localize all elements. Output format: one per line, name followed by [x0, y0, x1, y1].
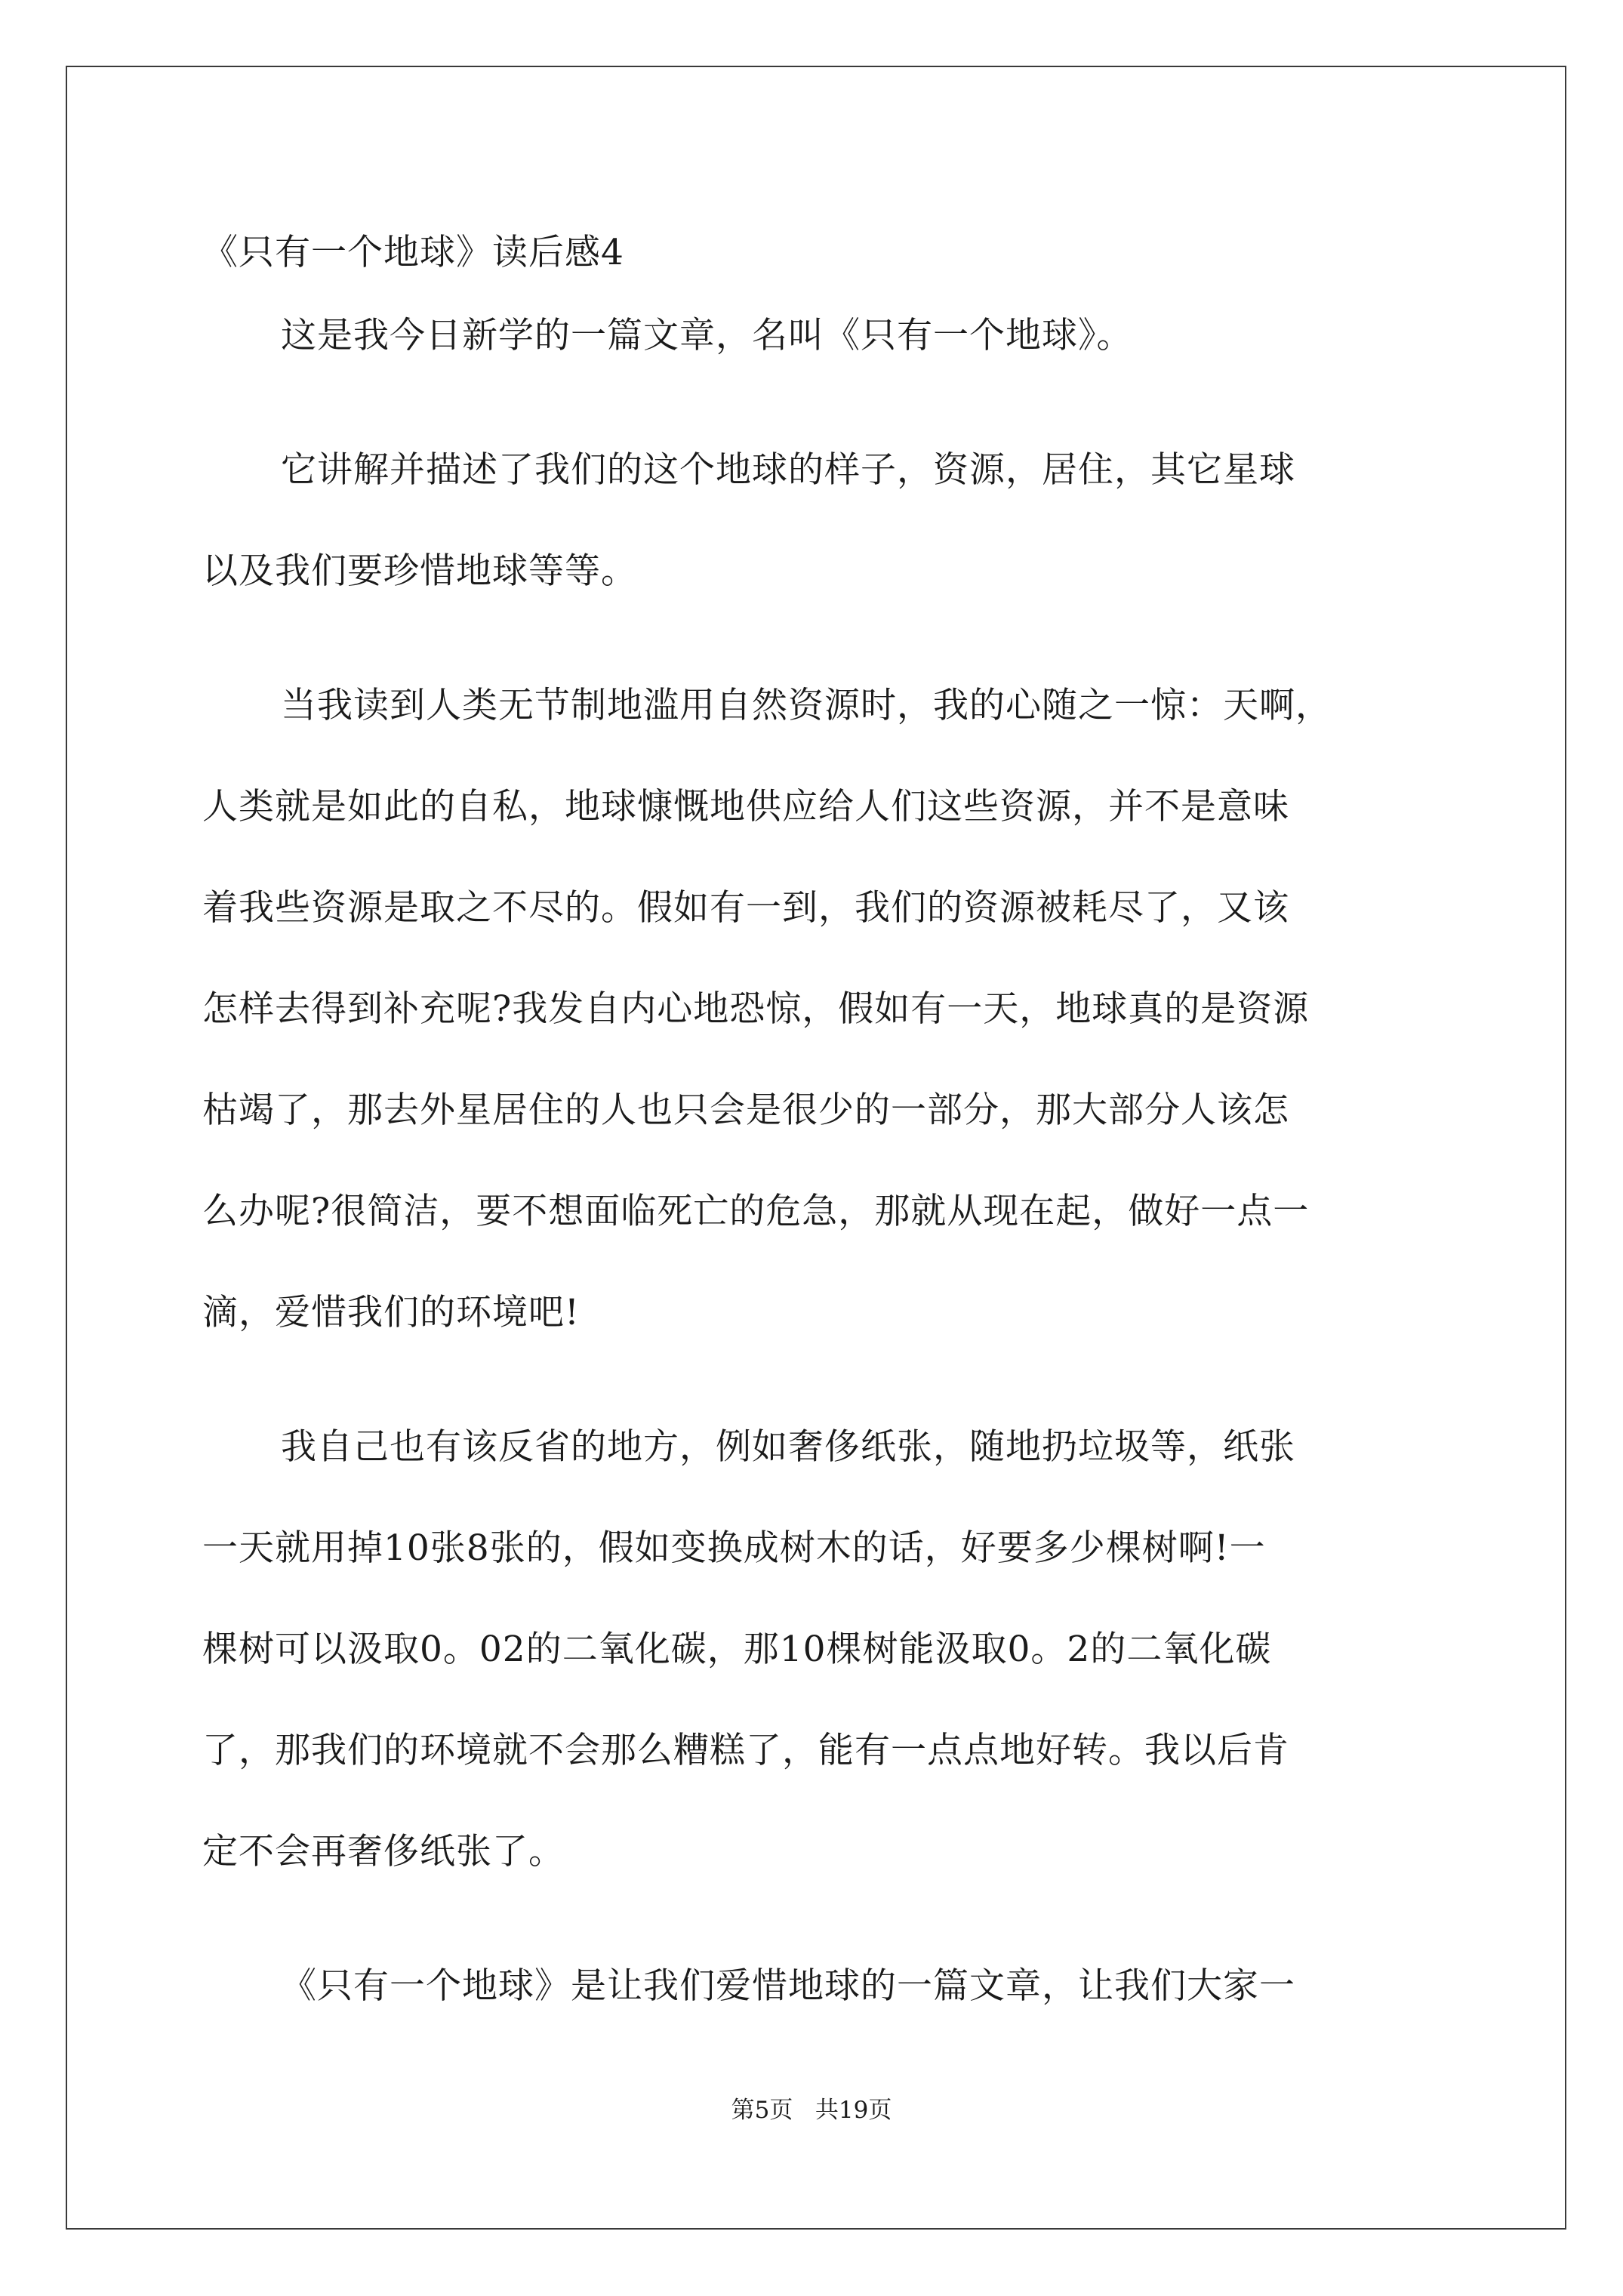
paragraph-line-3: 以及我们要珍惜地球等等。 [202, 550, 637, 592]
paragraph-line-5: 人类就是如此的自私，地球慷慨地供应给人们这些资源，并不是意味 [202, 786, 1289, 827]
paragraph-line-9: 么办呢?很简洁，要不想面临死亡的危急，那就从现在起，做好一点一 [202, 1191, 1310, 1232]
paragraph-line-11: 我自己也有该反省的地方，例如奢侈纸张，随地扔垃圾等，纸张 [281, 1426, 1295, 1468]
paragraph-line-8: 枯竭了，那去外星居住的人也只会是很少的一部分，那大部分人该怎 [202, 1089, 1289, 1131]
paragraph-line-7: 怎样去得到补充呢?我发自内心地恐惊，假如有一天，地球真的是资源 [202, 988, 1310, 1030]
paragraph-line-16: 《只有一个地球》是让我们爱惜地球的一篇文章，让我们大家一 [281, 1965, 1295, 2007]
paragraph-line-6: 着我些资源是取之不尽的。假如有一到，我们的资源被耗尽了，又该 [202, 887, 1289, 929]
paragraph-line-14: 了，那我们的环境就不会那么糟糕了，能有一点点地好转。我以后肯 [202, 1730, 1289, 1771]
page-border [66, 66, 1566, 2230]
page-number-footer: 第5页 共19页 [731, 2097, 892, 2124]
paragraph-line-15: 定不会再奢侈纸张了。 [202, 1831, 565, 1872]
paragraph-line-13: 棵树可以汲取0。02的二氧化碳，那10棵树能汲取0。2的二氧化碳 [202, 1629, 1272, 1670]
paragraph-line-4: 当我读到人类无节制地滥用自然资源时，我的心随之一惊：天啊， [281, 685, 1332, 726]
paragraph-line-2: 它讲解并描述了我们的这个地球的样子，资源，居住，其它星球 [281, 449, 1295, 491]
document-title: 《只有一个地球》读后感4 [202, 232, 624, 273]
paragraph-line-10: 滴，爱惜我们的环境吧! [202, 1292, 580, 1333]
paragraph-line-12: 一天就用掉10张8张的，假如变换成树木的话，好要多少棵树啊!一 [202, 1527, 1266, 1569]
paragraph-line-1: 这是我今日新学的一篇文章，名叫《只有一个地球》。 [281, 315, 1133, 356]
